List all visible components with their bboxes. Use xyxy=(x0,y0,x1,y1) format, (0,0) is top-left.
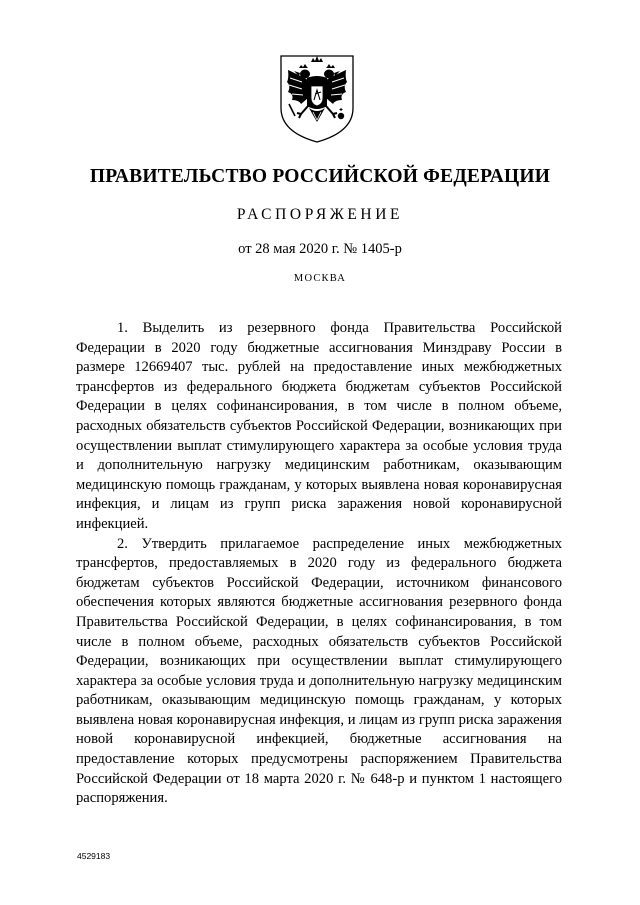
document-body xyxy=(76,319,562,809)
russian-coat-of-arms-icon xyxy=(275,52,359,144)
paragraph-1: 1. Выделить из резервного фонда Правительства Российской Федерации в 2020 году бюджетные ассигнования Минздраву России в размере 12669407 тыс. рублей на предоставление иных межбюджетных трансфертов из федерального бюджета бюджетам субъектов Российской Федерации в целях софинансирования, в том числе в полном объеме, расходных обязательств субъектов Российской Федерации, возникающих при осуществлении выплат стимулирующего характера за особые условия труда и дополнительную нагрузку медицинским работникам, оказывающим медицинскую помощь гражданам, у которых выявлена новая коронавирусная инфекция, и лицам из групп риска заражения новой коронавирусной инфекцией. xyxy=(76,320,562,532)
government-title: ПРАВИТЕЛЬСТВО РОССИЙСКОЙ ФЕДЕРАЦИИ xyxy=(89,166,551,187)
document-type: РАСПОРЯЖЕНИЕ xyxy=(236,206,404,223)
document-code: 4529183 xyxy=(77,851,111,861)
document-date-number: от 28 мая 2020 г. № 1405-р xyxy=(238,241,402,257)
document-city: МОСКВА xyxy=(293,273,347,284)
paragraph-2: 2. Утвердить прилагаемое распределение иных межбюджетных трансфертов, предоставляемых в 2020 году из федерального бюджета бюджетам субъектов Российской Федерации, источником финансового обеспечения которых являются бюджетные ассигнования резервного фонда Правительства Российской Федерации, в целях софинансирования, в том числе в полном объеме, расходных обязательств субъектов Российской Федерации, возникающих при осуществлении выплат стимулирующего характера за особые условия труда и дополнительную нагрузку медицинским работникам, оказывающим медицинскую помощь гражданам, у которых выявлена новая коронавирусная инфекция, и лицам из групп риска заражения новой коронавирусной инфекцией, бюджетные ассигнования на предоставление которых предусмотрены распоряжением Правительства Российской Федерации от 18 марта 2020 г. № 648-р и пунктом 1 настоящего распоряжения. xyxy=(76,535,562,807)
